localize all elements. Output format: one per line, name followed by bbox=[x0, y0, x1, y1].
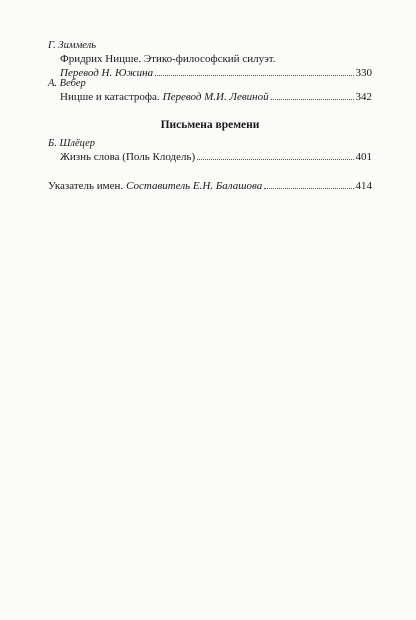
entry-author: А. Вебер bbox=[48, 78, 86, 89]
entry-page-number: 401 bbox=[355, 151, 372, 163]
toc-entry-index bbox=[48, 180, 372, 193]
leader-dots bbox=[197, 159, 353, 160]
toc-entry-schloezer bbox=[48, 138, 372, 164]
entry-title: Жизнь слова (Поль Клодель) bbox=[60, 151, 196, 163]
section-title: Письмена времени bbox=[160, 119, 260, 131]
index-compiler: Составитель Е.Н. Балашова bbox=[126, 180, 263, 192]
entry-author: Б. Шлёцер bbox=[48, 138, 96, 149]
entry-translator: Перевод М.И. Левиной bbox=[162, 91, 269, 103]
index-page-number: 414 bbox=[355, 180, 372, 192]
entry-translator: Перевод Н. Южина bbox=[60, 67, 154, 79]
entry-title: Ницше и катастрофа. bbox=[60, 91, 160, 103]
entry-page-number: 342 bbox=[355, 91, 372, 103]
index-title: Указатель имен. bbox=[48, 180, 124, 192]
toc-entry-weber bbox=[48, 78, 372, 104]
entry-page-number: 330 bbox=[355, 67, 372, 79]
entry-title-line bbox=[48, 151, 372, 164]
entry-title-line bbox=[48, 91, 372, 104]
toc-entry-simmel bbox=[48, 40, 372, 80]
leader-dots bbox=[271, 99, 354, 100]
leader-dots bbox=[264, 188, 353, 189]
entry-title: Фридрих Ницше. Этико-философский силуэт. bbox=[60, 53, 276, 65]
leader-dots bbox=[155, 75, 353, 76]
entry-author: Г. Зиммель bbox=[48, 40, 97, 51]
